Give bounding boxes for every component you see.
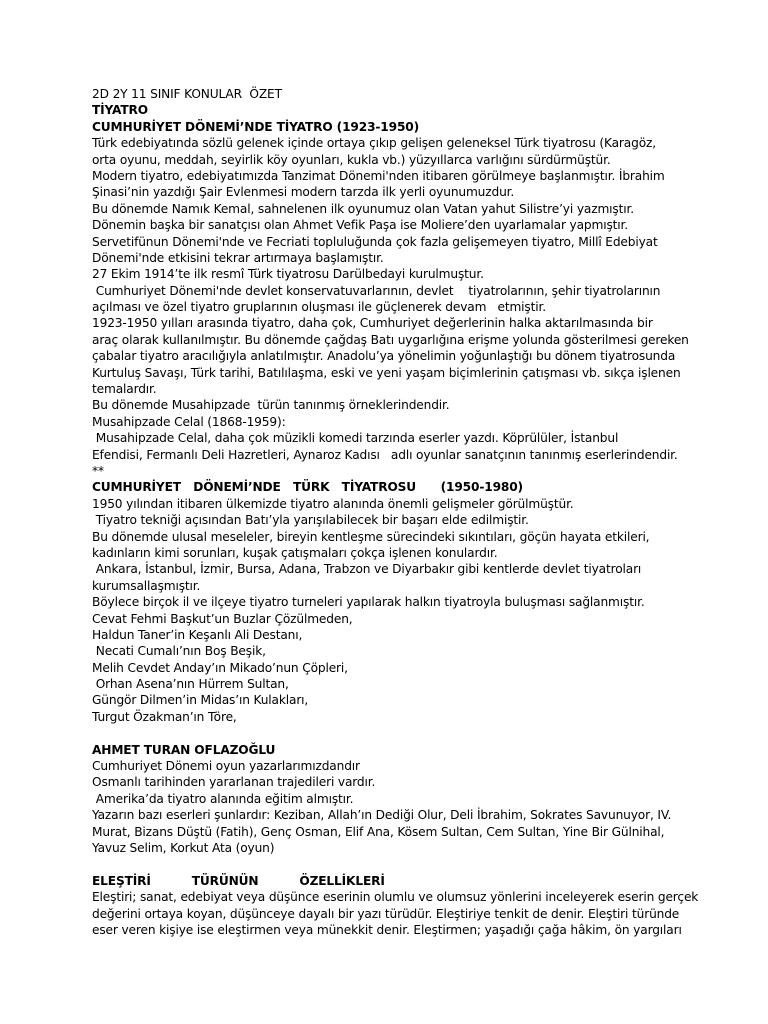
section-heading-1923-1950: CUMHURİYET DÖNEMİ’NDE TİYATRO (1923-1950) xyxy=(92,119,420,134)
paragraph-line: orta oyunu, meddah, seyirlik köy oyunları, kukla vb.) yüzyıllarca varlığını sürdürmüştür. xyxy=(92,152,611,167)
section-body-oflazoglu xyxy=(92,758,692,856)
section-body-1950-1980 xyxy=(92,496,692,725)
paragraph-line: 1923-1950 yılları arasında tiyatro, daha çok, Cumhuriyet değerlerinin halka aktarılmasında bir xyxy=(92,316,653,331)
paragraph-line: Kurtuluş Savaşı, Türk tarihi, Batılılaşma, eski ve yeni yaşam biçimlerinin çatışması vb. sıkça işlenen xyxy=(92,365,681,380)
blank-line xyxy=(92,725,692,741)
document-title: TİYATRO xyxy=(92,103,148,118)
paragraph-line: Osmanlı tarihinden yararlanan trajedileri vardır. xyxy=(92,775,376,790)
section-heading-oflazoglu: AHMET TURAN OFLAZOĞLU xyxy=(92,742,276,757)
section-heading-1950-1980: CUMHURİYET DÖNEMİ’NDE TÜRK TİYATROSU (1950-1980) xyxy=(92,480,523,495)
paragraph-line: Türk edebiyatında sözlü gelenek içinde ortaya çıkıp gelişen geleneksel Türk tiyatrosu (Karagöz, xyxy=(92,136,656,151)
paragraph-line: Musahipzade Celal, daha çok müzikli komedi tarzında eserler yazdı. Köprülüler, İstanbul xyxy=(92,431,619,446)
blank-line xyxy=(92,856,692,872)
paragraph-line: Şinasi’nin yazdığı Şair Evlenmesi modern tarzda ilk yerli oyunumuzdur. xyxy=(92,185,515,200)
paragraph-line: Bu dönemde ulusal meseleler, bireyin kentleşme sürecindeki sıkıntıları, göçün hayata etkileri, xyxy=(92,529,650,544)
paragraph-line: temalardır. xyxy=(92,382,157,397)
paragraph-line: Tiyatro tekniği açısından Batı’yla yarışılabilecek bir başarı elde edilmiştir. xyxy=(92,513,529,528)
paragraph-line: Bu dönemde Musahipzade türün tanınmış örneklerindendir. xyxy=(92,398,450,413)
paragraph-line: Böylece birçok il ve ilçeye tiyatro turneleri yapılarak halkın tiyatroyla buluşması sağlanmıştır. xyxy=(92,595,645,610)
list-item: Turgut Özakman’ın Töre, xyxy=(92,709,237,724)
list-item: Cevat Fehmi Başkut’un Buzlar Çözülmeden, xyxy=(92,611,353,626)
separator-marker: ** xyxy=(92,463,104,478)
list-item: Necati Cumalı’nın Boş Beşik, xyxy=(92,644,266,659)
paragraph-line: değerini ortaya koyan, düşünceye dayalı bir yazı türüdür. Eleştiriye tenkit de denir. Eleştiri türünde xyxy=(92,906,680,921)
paragraph-line: kurumsallaşmıştır. xyxy=(92,578,201,593)
paragraph-line: Bu dönemde Namık Kemal, sahnelenen ilk oyunumuz olan Vatan yahut Silistre’yi yazmıştır. xyxy=(92,201,634,216)
paragraph-line: 27 Ekim 1914’te ilk resmî Türk tiyatrosu Darülbedayi kurulmuştur. xyxy=(92,267,484,282)
paragraph-line: Cumhuriyet Dönemi oyun yazarlarımızdandır xyxy=(92,759,360,774)
section-body-elestiri xyxy=(92,889,699,938)
paragraph-line: 1950 yılından itibaren ülkemizde tiyatro alanında önemli gelişmeler görülmüştür. xyxy=(92,496,574,511)
paragraph-line: Dönemin başka bir sanatçısı olan Ahmet Vefik Paşa ise Moliere’den uyarlamalar yapmıştır. xyxy=(92,218,629,233)
paragraph-line: Eleştiri; sanat, edebiyat veya düşünce eserinin olumlu ve olumsuz yönlerini inceleyerek eserin gerçek xyxy=(92,890,699,905)
paragraph-line: açılması ve özel tiyatro gruplarının oluşması ile güçlenerek devam etmiştir. xyxy=(92,300,546,315)
paragraph-line: eser veren kişiye ise eleştirmen veya münekkit denir. Eleştirmen; yaşadığı çağa hâkim, ön yargıları xyxy=(92,922,682,937)
paragraph-line: Modern tiyatro, edebiyatımızda Tanzimat Dönemi'nden itibaren görülmeye başlanmıştır. İbrahim xyxy=(92,168,665,183)
list-item: Güngör Dilmen’in Midas’ın Kulakları, xyxy=(92,693,309,708)
section-body-1923-1950 xyxy=(92,135,692,479)
list-item: Orhan Asena’nın Hürrem Sultan, xyxy=(92,677,289,692)
list-item: Melih Cevdet Anday’ın Mikado’nun Çöpleri, xyxy=(92,660,348,675)
paragraph-line: araç olarak kullanılmıştır. Bu dönemde çağdaş Batı uygarlığına erişme yolunda gösterilmesi gereken xyxy=(92,332,689,347)
paragraph-line: Dönemi'nde etkisini tekrar artırmaya başlamıştır. xyxy=(92,250,384,265)
paragraph-line: Musahipzade Celal (1868-1959): xyxy=(92,414,286,429)
paragraph-line: Efendisi, Fermanlı Deli Hazretleri, Aynaroz Kadısı adlı oyunlar sanatçının tanınmış eserlerindendir. xyxy=(92,447,678,462)
section-heading-elestiri: ELEŞTİRİ TÜRÜNÜN ÖZELLİKLERİ xyxy=(92,873,385,888)
paragraph-line: Yazarın bazı eserleri şunlardır: Keziban, Allah’ın Dediği Olur, Deli İbrahim, Sokrates Savunuyor, IV. xyxy=(92,808,672,823)
list-item: Haldun Taner’in Keşanlı Ali Destanı, xyxy=(92,627,303,642)
document-body xyxy=(92,86,699,938)
paragraph-line: Ankara, İstanbul, İzmir, Bursa, Adana, Trabzon ve Diyarbakır gibi kentlerde devlet tiyatroları xyxy=(92,562,642,577)
document-header: 2D 2Y 11 SINIF KONULAR ÖZET xyxy=(92,87,282,101)
paragraph-line: Cumhuriyet Dönemi'nde devlet konservatuvarlarının, devlet tiyatrolarının, şehir tiyatrolarının xyxy=(92,283,661,298)
paragraph-line: kadınların kimi sorunları, kuşak çatışmaları çokça işlenen konulardır. xyxy=(92,545,498,560)
paragraph-line: Servetifünun Dönemi'nde ve Fecriati topluluğunda çok fazla gelişemeyen tiyatro, Millî Edebiyat xyxy=(92,234,658,249)
paragraph-line: çabalar tiyatro aracılığıyla anlatılmıştır. Anadolu’ya yönelimin yoğunlaştığı bu dönem tiyatrosunda xyxy=(92,349,676,364)
paragraph-line: Amerika’da tiyatro alanında eğitim almıştır. xyxy=(92,791,354,806)
paragraph-line: Murat, Bizans Düştü (Fatih), Genç Osman, Elif Ana, Kösem Sultan, Cem Sultan, Yine Bir Gülnihal, xyxy=(92,824,665,839)
paragraph-line: Yavuz Selim, Korkut Ata (oyun) xyxy=(92,840,275,855)
